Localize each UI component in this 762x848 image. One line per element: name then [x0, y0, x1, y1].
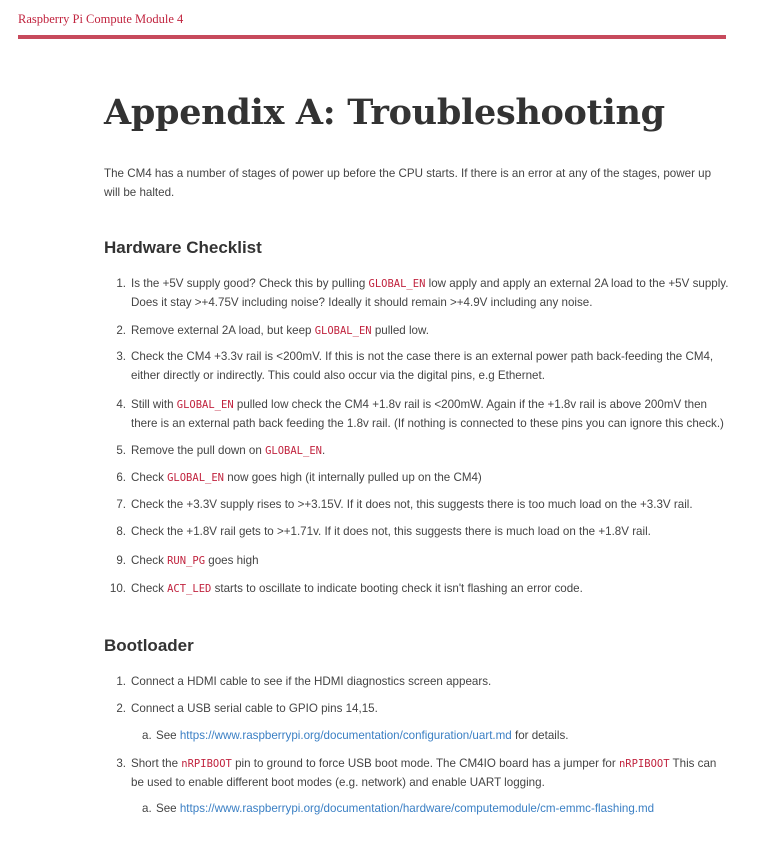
bootloader-item-3: 3. Short the nRPIBOOT pin to ground to force USB boot mode. The CM4IO board has a jumper for nRPIBOOT This can be used to enable different boot modes (e.g. network) and enable UART logging. — [116, 757, 717, 789]
bootloader-subitem-2a: a. See https://www.raspberrypi.org/documentation/configuration/uart.md for details. — [142, 729, 569, 742]
checklist-item-5: 5. Remove the pull down on GLOBAL_EN. — [116, 444, 326, 457]
bootloader-heading: Bootloader — [104, 636, 194, 655]
checklist-item-4: 4. Still with GLOBAL_EN pulled low check the CM4 +1.8v rail is <200mW. Again if the +1.8v rail is above 200mV then there is an external path back feeding the 1.8v rail. (If nothing is connected to these pins you can ignore this check.) — [116, 398, 724, 430]
bootloader-item-2: 2. Connect a USB serial cable to GPIO pins 14,15. — [116, 702, 378, 715]
checklist-item-1: 1. Is the +5V supply good? Check this by pulling GLOBAL_EN low apply and apply an external 2A load to the +5V supply. Does it stay >+4.75V including noise? Ideally it should remain >+4.9V including any noise. — [116, 277, 729, 309]
checklist-item-6: 6. Check GLOBAL_EN now goes high (it internally pulled up on the CM4) — [116, 471, 482, 484]
uart-doc-link[interactable]: https://www.raspberrypi.org/documentation/configuration/uart.md — [179, 729, 512, 742]
checklist-item-7: 7. Check the +3.3V supply rises to >+3.15V. If it does not, this suggests there is too much load on the +3.3V rail. — [116, 498, 693, 511]
code-nrpiboot: nRPIBOOT — [181, 758, 232, 770]
code-global-en: GLOBAL_EN — [314, 325, 372, 337]
bootloader-subitem-3a: a. See https://www.raspberrypi.org/documentation/hardware/computemodule/cm-emmc-flashing.md — [142, 802, 655, 815]
code-global-en: GLOBAL_EN — [167, 472, 224, 484]
code-global-en: GLOBAL_EN — [176, 399, 234, 411]
emmc-flashing-doc-link[interactable]: https://www.raspberrypi.org/documentation/hardware/computemodule/cm-emmc-flashing.md — [179, 802, 655, 815]
hardware-checklist-heading: Hardware Checklist — [104, 238, 262, 257]
checklist-item-9: 9. Check RUN_PG goes high — [116, 554, 259, 567]
bootloader-item-1: 1. Connect a HDMI cable to see if the HDMI diagnostics screen appears. — [116, 675, 492, 688]
checklist-item-3: 3. Check the CM4 +3.3v rail is <200mV. If this is not the case there is an external power path back-feeding the CM4, either directly or indirectly. This could also occur via the digital pins, e.g Ethernet. — [116, 350, 714, 382]
checklist-item-2: 2. Remove external 2A load, but keep GLOBAL_EN pulled low. — [116, 324, 429, 337]
code-nrpiboot: nRPIBOOT — [618, 758, 670, 770]
page-title: Appendix A: Troubleshooting — [104, 92, 665, 133]
checklist-item-8: 8. Check the +1.8V rail gets to >+1.71v. If it does not, this suggests there is much load on the +1.8V rail. — [116, 525, 651, 538]
running-header: Raspberry Pi Compute Module 4 — [18, 12, 184, 26]
checklist-item-10: 10. Check ACT_LED starts to oscillate to indicate booting check it isn't flashing an error code. — [109, 582, 583, 595]
code-global-en: GLOBAL_EN — [368, 278, 426, 290]
code-run-pg: RUN_PG — [167, 555, 206, 567]
intro-paragraph: The CM4 has a number of stages of power up before the CPU starts. If there is an error at any of the stages, power up will be halted. — [104, 167, 712, 199]
code-act-led: ACT_LED — [167, 583, 212, 595]
code-global-en: GLOBAL_EN — [265, 445, 322, 457]
header-divider — [18, 35, 726, 39]
